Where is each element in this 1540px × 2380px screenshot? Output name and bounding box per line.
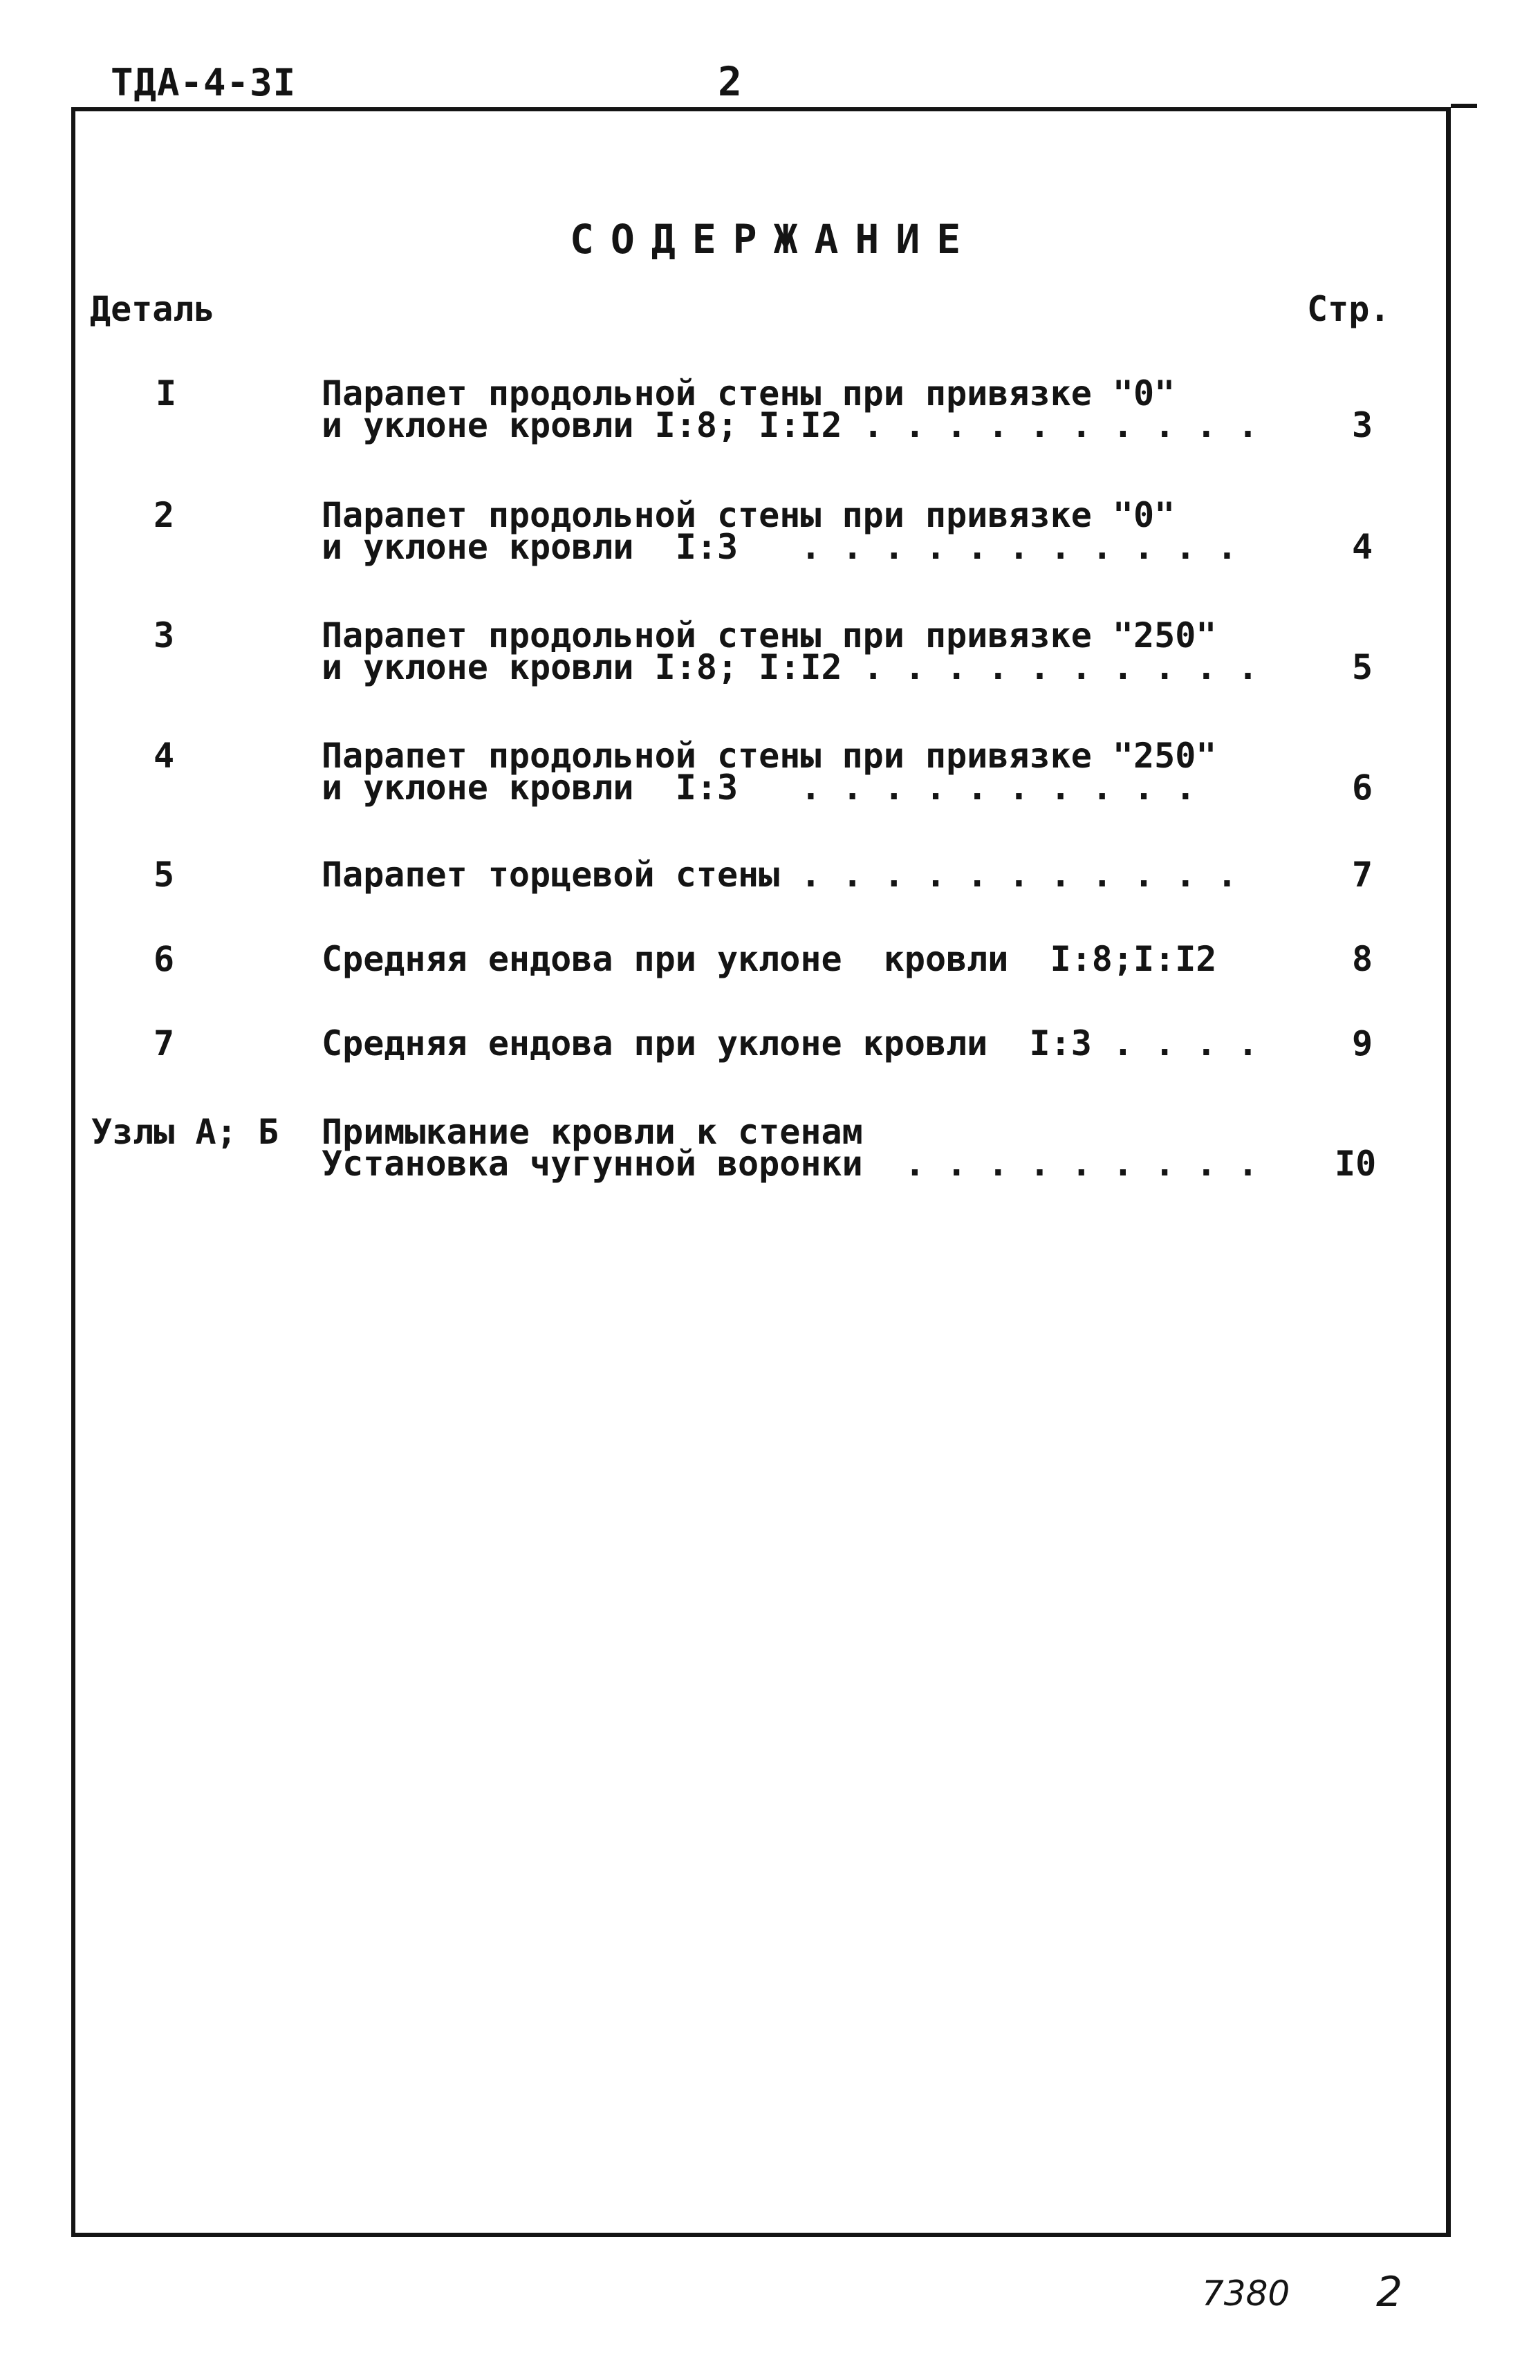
entry-number: Узлы А; Б xyxy=(91,1112,279,1152)
contents-title: СОДЕРЖАНИЕ xyxy=(570,216,978,263)
entry-title-line2: Установка чугунной воронки . . . . . . . . . xyxy=(322,1144,1259,1184)
entry-page: 3 xyxy=(1352,405,1373,445)
entry-title-line1: Средняя ендова при уклоне кровли I:8;I:I2 xyxy=(322,939,1217,979)
entry-page: 4 xyxy=(1352,527,1373,567)
entry-number: 6 xyxy=(154,939,175,979)
entry-page: I0 xyxy=(1335,1144,1377,1184)
entry-number: 7 xyxy=(154,1023,175,1063)
entry-title-line1: Парапет продольной стены при привязке "250" xyxy=(322,615,1217,656)
entry-title-line2: и уклоне кровли I:3 . . . . . . . . . . . xyxy=(322,527,1238,567)
archive-number: 7380 xyxy=(1202,2274,1290,2314)
entry-number: 5 xyxy=(154,855,175,895)
entry-title-line1: Парапет продольной стены при привязке "0" xyxy=(322,495,1176,535)
entry-number: 3 xyxy=(154,615,175,656)
doc-code: ТДА-4-3I xyxy=(111,61,297,104)
entry-page: 8 xyxy=(1352,939,1373,979)
entry-title-line2: и уклоне кровли I:3 . . . . . . . . . . xyxy=(322,768,1196,808)
entry-title-line1: Примыкание кровли к стенам xyxy=(322,1112,863,1152)
entry-title-line1: Парапет торцевой стены . . . . . . . . . . . xyxy=(322,855,1238,895)
entry-number: 4 xyxy=(154,736,175,776)
entry-number: I xyxy=(156,373,177,413)
entry-title-line2: и уклоне кровли I:8; I:I2 . . . . . . . . . . xyxy=(322,647,1259,687)
entry-title-line1: Парапет продольной стены при привязке "0" xyxy=(322,373,1176,413)
entry-page: 6 xyxy=(1352,768,1373,808)
entry-page: 7 xyxy=(1352,855,1373,895)
column-header-page: Стр. xyxy=(1307,289,1391,329)
frame-corner-tick xyxy=(1451,104,1477,108)
entry-page: 9 xyxy=(1352,1023,1373,1063)
entry-title-line2: и уклоне кровли I:8; I:I2 . . . . . . . . . . xyxy=(322,405,1259,445)
sheet-number: 2 xyxy=(1376,2268,1403,2316)
column-header-detail: Деталь xyxy=(90,289,215,329)
page-number: 2 xyxy=(718,58,742,105)
entry-number: 2 xyxy=(154,495,175,535)
entry-page: 5 xyxy=(1352,647,1373,687)
entry-title-line1: Парапет продольной стены при привязке "250" xyxy=(322,736,1217,776)
entry-title-line1: Средняя ендова при уклоне кровли I:3 . . . . xyxy=(322,1023,1259,1063)
